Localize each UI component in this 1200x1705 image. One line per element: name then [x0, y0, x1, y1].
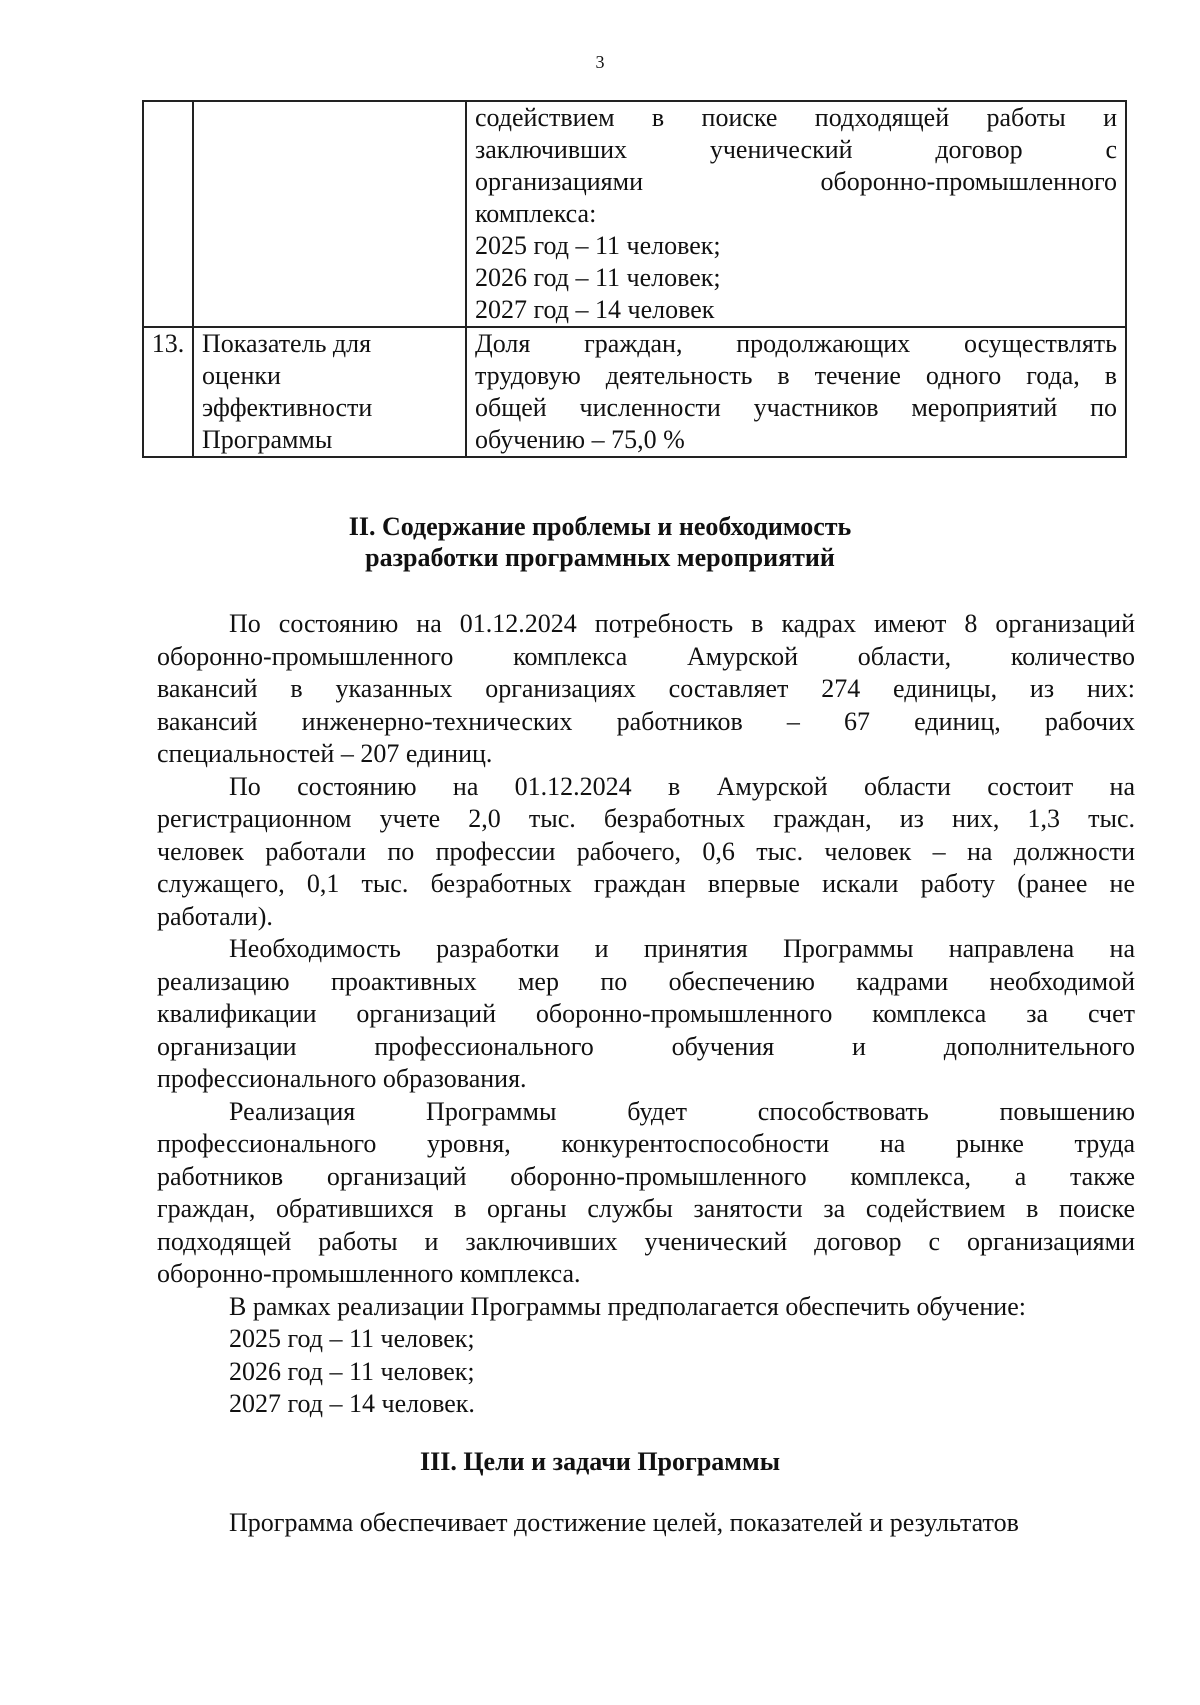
paragraph-line: регистрационном учете 2,0 тыс. безработных граждан, из них, 1,3 тыс.	[157, 804, 1135, 833]
table-text-line: обучению – 75,0 %	[475, 425, 685, 454]
section-2-title-line-2: разработки программных мероприятий	[365, 543, 835, 572]
row-name-cell	[193, 327, 466, 457]
paragraph-line: Реализация Программы будет способствовать повышению	[229, 1096, 1135, 1126]
paragraph-line: профессионального образования.	[157, 1064, 527, 1093]
row-name-cell-empty	[193, 101, 466, 327]
paragraph-line: Необходимость разработки и принятия Программы направлена на	[229, 934, 1135, 963]
paragraph-line: человек работали по профессии рабочего, 0,6 тыс. человек – на должности	[157, 836, 1135, 866]
paragraph-line: реализацию проактивных мер по обеспечению кадрами необходимой	[157, 966, 1135, 996]
table-text-line: 2026 год – 11 человек;	[475, 263, 721, 292]
table-row-continued	[143, 101, 1126, 327]
section-2-title-line-1: II. Содержание проблемы и необходимость	[348, 512, 852, 541]
table-row-13	[143, 327, 1126, 457]
table-text-line: 2027 год – 14 человек	[475, 295, 715, 324]
table-text-line: заключивших ученический договор с	[475, 135, 1117, 164]
table-text-line: трудовую деятельность в течение одного года, в	[475, 361, 1117, 390]
paragraph-1	[157, 608, 1135, 771]
paragraph-line: граждан, обратившихся в органы службы занятости за содействием в поиске	[157, 1194, 1135, 1223]
paragraph-line: профессионального уровня, конкурентоспособности на рынке труда	[157, 1129, 1135, 1158]
section-2-body	[157, 608, 1135, 1421]
paragraph-line: По состоянию на 01.12.2024 потребность в кадрах имеют 8 организаций	[229, 609, 1135, 638]
paragraph-3	[157, 933, 1135, 1096]
table-text-line: комплекса:	[475, 199, 597, 228]
table-text-line: Показатель для	[202, 329, 372, 358]
section-3-paragraph-1: Программа обеспечивает достижение целей, показателей и результатов	[229, 1508, 1019, 1537]
table-text-line: общей численности участников мероприятий по	[475, 393, 1117, 422]
paragraph-line: работали).	[157, 901, 273, 931]
row-value-cell	[466, 327, 1126, 457]
paragraph-2	[157, 771, 1135, 934]
paragraph-line: квалификации организаций оборонно-промышленного комплекса за счет	[157, 999, 1135, 1028]
table-text-line: организациями оборонно-промышленного	[475, 167, 1117, 196]
paragraph-4	[157, 1096, 1135, 1291]
paragraph-line: организации профессионального обучения и дополнительного	[157, 1031, 1135, 1061]
paragraph-line: служащего, 0,1 тыс. безработных граждан впервые искали работу (ранее не	[157, 869, 1135, 898]
row-number-cell: 13.	[143, 327, 193, 457]
paragraph-line: вакансий в указанных организациях составляет 274 единицы, из них:	[157, 674, 1135, 703]
paragraph-line: подходящей работы и заключивших ученический договор с организациями	[157, 1226, 1135, 1256]
paragraph-line: По состоянию на 01.12.2024 в Амурской области состоит на	[229, 771, 1135, 801]
table-text-line: содействием в поиске подходящей работы и	[475, 103, 1117, 132]
table-text-line: оценки	[202, 361, 281, 390]
section-3-body	[157, 1507, 1135, 1540]
program-passport-table	[142, 100, 1127, 458]
section-3-heading: III. Цели и задачи Программы	[419, 1447, 781, 1476]
year-line-2025: 2025 год – 11 человек;	[229, 1324, 475, 1353]
row-number-cell-empty	[143, 101, 193, 327]
table-text-line: 2025 год – 11 человек;	[475, 231, 721, 260]
year-line-2027: 2027 год – 14 человек.	[229, 1389, 475, 1418]
paragraph-line: оборонно-промышленного комплекса.	[157, 1259, 581, 1288]
paragraph-line: работников организаций оборонно-промышленного комплекса, а также	[157, 1161, 1135, 1191]
row-value-cell-continued	[466, 101, 1126, 327]
paragraph-line: вакансий инженерно-технических работников – 67 единиц, рабочих	[157, 706, 1135, 736]
section-2-heading	[0, 511, 1200, 573]
table-text-line: Программы	[202, 425, 333, 454]
year-line-2026: 2026 год – 11 человек;	[229, 1356, 475, 1386]
table-text-line: эффективности	[202, 393, 373, 422]
paragraph-line: оборонно-промышленного комплекса Амурской области, количество	[157, 641, 1135, 671]
paragraph-line: специальностей – 207 единиц.	[157, 739, 493, 768]
page-number: 3	[595, 52, 605, 72]
paragraph-5: В рамках реализации Программы предполагается обеспечить обучение:	[229, 1291, 1026, 1321]
table-text-line: Доля граждан, продолжающих осуществлять	[475, 329, 1117, 358]
